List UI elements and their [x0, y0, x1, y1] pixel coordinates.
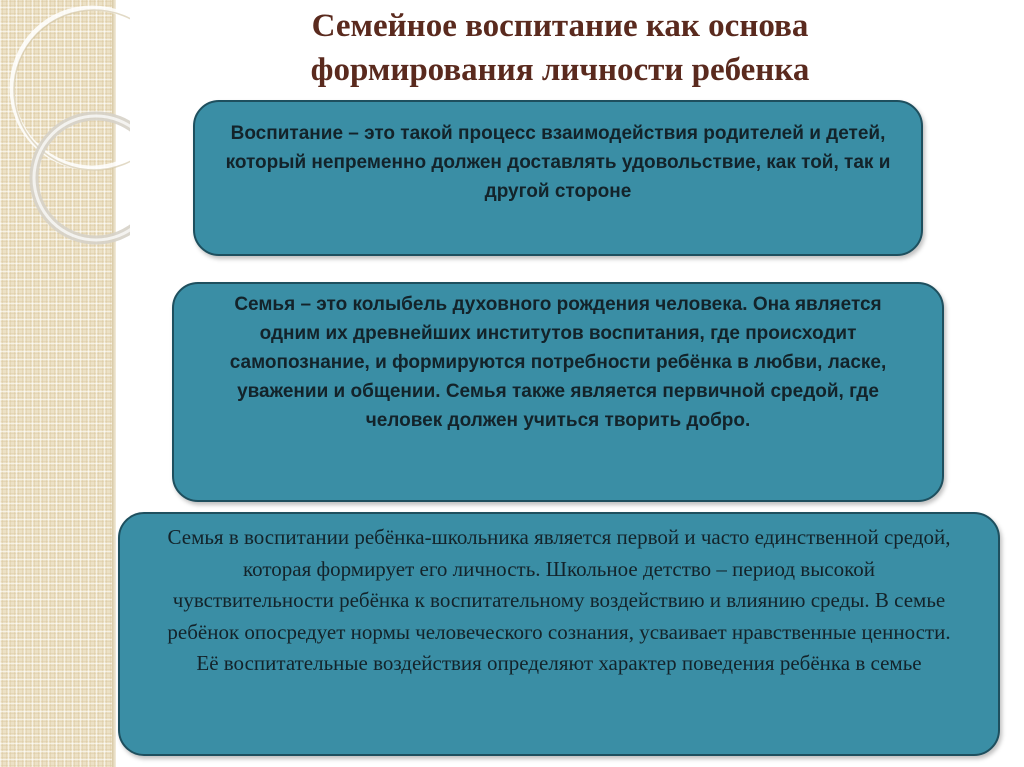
- definition-box-schoolchild-text: Семья в воспитании ребёнка-школьника является первой и часто единственной средой, которая формирует его личность. Школьное детство – период высокой чувствительности ребёнка к воспитательному воздействию и влиянию среды. В семье ребёнок опосредует нормы человеческого сознания, усваивает нравственные ценности. Её воспитательные воздействия определяют характер поведения ребёнка в семье: [167, 525, 951, 675]
- decorative-rings: [0, 0, 130, 260]
- definition-box-family: [172, 282, 944, 502]
- slide-title-line-2: формирования личности ребенка: [310, 52, 810, 88]
- decorative-ring-lower: [34, 116, 130, 240]
- slide-title-line-1: Семейное воспитание как основа: [311, 8, 809, 44]
- decorative-ring-upper: [12, 8, 130, 168]
- definition-box-schoolchild: [118, 512, 1000, 756]
- slide-title: [140, 4, 980, 92]
- definition-box-upbringing-text: Воспитание – это такой процесс взаимодействия родителей и детей, который непременно должен доставлять удовольствие, как той, так и другой стороне: [225, 123, 891, 202]
- definition-box-upbringing: [193, 100, 923, 256]
- definition-box-family-text: Семья – это колыбель духовного рождения человека. Она является одним их древнейших институтов воспитания, где происходит самопознание, и формируются потребности ребёнка в любви, ласке, уважении и общении. Семья также является первичной средой, где человек должен учиться творить добро.: [229, 294, 887, 431]
